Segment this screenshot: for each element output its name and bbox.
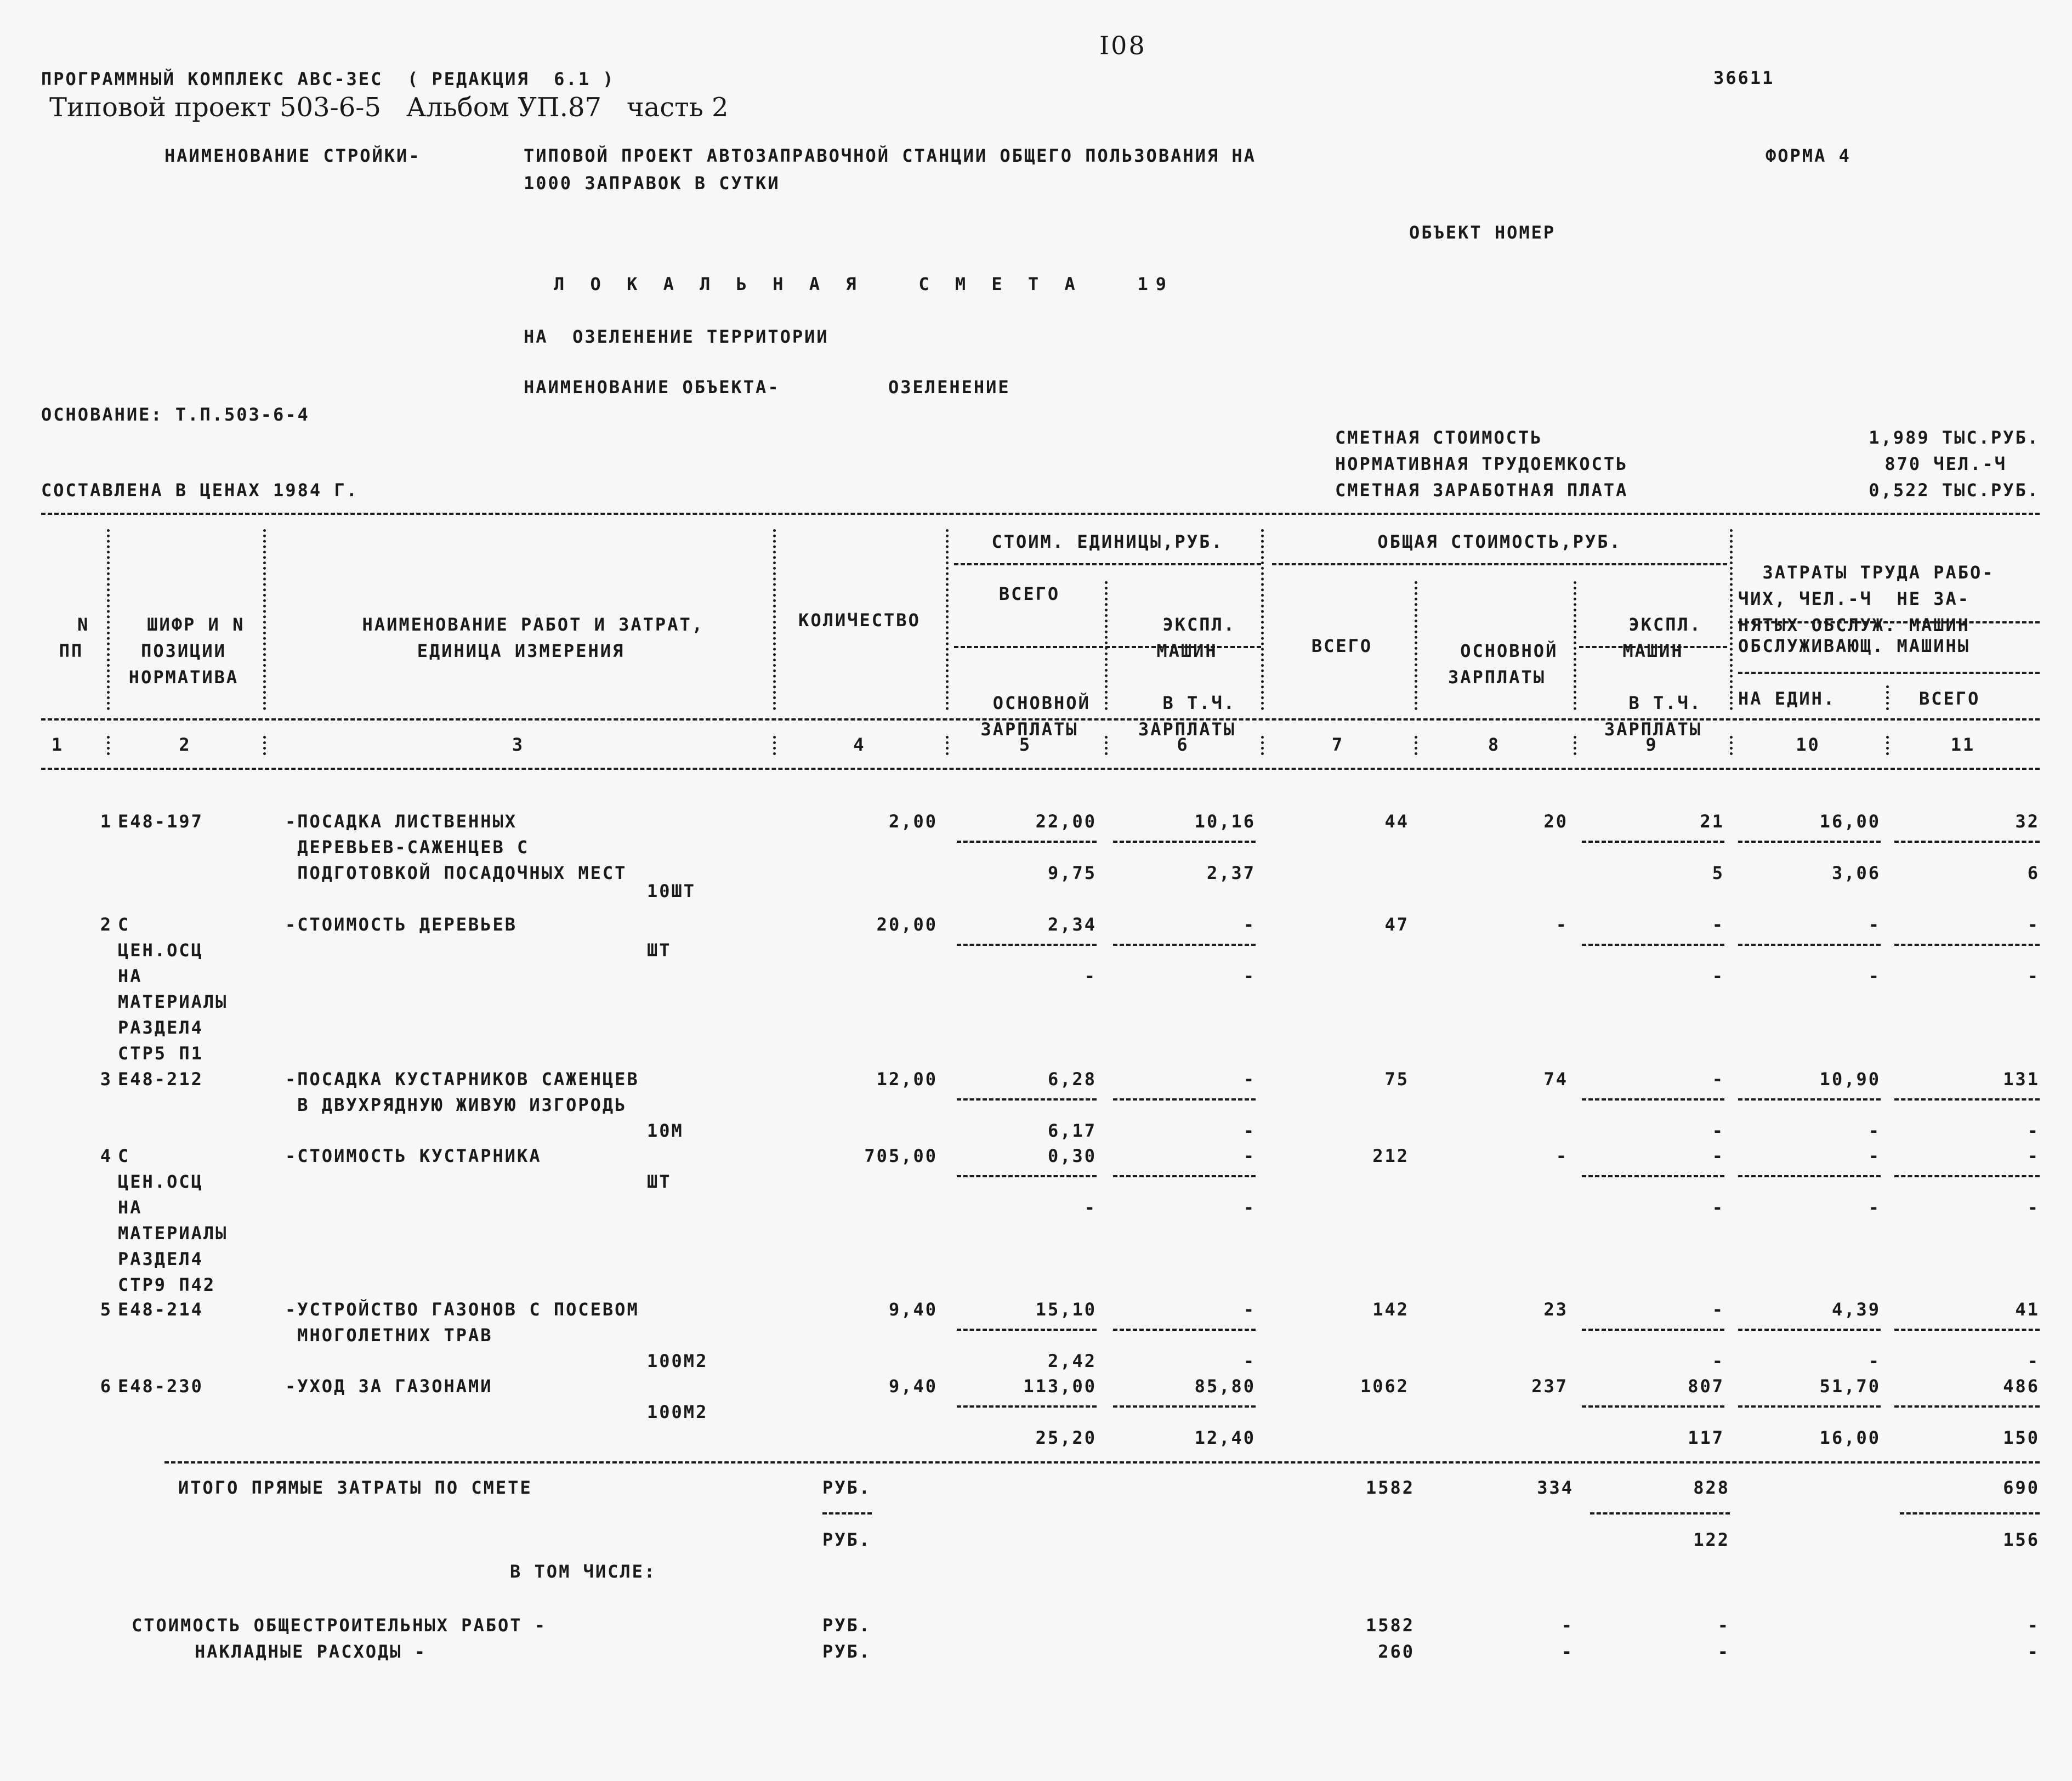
totals-c9b: 122 xyxy=(1693,1529,1730,1550)
row-c5: 6,28 xyxy=(1047,1069,1097,1090)
col-sep xyxy=(773,529,776,710)
colnum-rule xyxy=(41,768,2040,770)
col-sep xyxy=(946,736,949,755)
col-sep xyxy=(1574,736,1576,755)
row-c9b: - xyxy=(1712,1120,1724,1141)
row-c6: 85,80 xyxy=(1194,1376,1256,1397)
row-code: СТР5 П1 xyxy=(118,1043,203,1064)
row-c11b: 6 xyxy=(2027,863,2040,883)
row-c9b: - xyxy=(1712,966,1724,986)
row-unit: 10М xyxy=(647,1120,684,1141)
row-code: Е48-212 xyxy=(118,1069,203,1090)
doc-code: 36611 xyxy=(1713,67,1775,88)
row-c10: - xyxy=(1868,1145,1881,1166)
row-code: РАЗДЕЛ4 xyxy=(118,1249,203,1269)
row-c9b: - xyxy=(1712,1197,1724,1218)
totals-sub-rule-c11 xyxy=(1900,1512,2040,1515)
row-c5: 2,34 xyxy=(1047,914,1097,935)
header-total-wage: ОСНОВНОЙ ЗАРПЛАТЫ xyxy=(1447,640,1558,688)
breakdown-c8-overhead: - xyxy=(1561,1641,1574,1662)
row-c7: 142 xyxy=(1372,1299,1409,1320)
cell-divider-rule xyxy=(1894,1098,2040,1101)
col-sep xyxy=(1261,736,1264,755)
row-c11: 32 xyxy=(2015,811,2040,832)
row-c10b: - xyxy=(1868,1351,1881,1371)
col-sep xyxy=(1730,529,1733,710)
row-c10: 16,00 xyxy=(1819,811,1881,832)
col-sep xyxy=(946,529,949,710)
row-code: Е48-197 xyxy=(118,811,203,832)
totals-label: ИТОГО ПРЯМЫЕ ЗАТРАТЫ ПО СМЕТЕ xyxy=(178,1477,532,1498)
totals-sub-rule-unit xyxy=(822,1512,872,1515)
row-name: ДЕРЕВЬЕВ-САЖЕНЦЕВ С xyxy=(285,837,530,858)
row-c7: 44 xyxy=(1384,811,1409,832)
header-labor-total: ВСЕГО xyxy=(1919,688,1980,709)
row-code: ЦЕН.ОСЦ xyxy=(118,1171,203,1192)
row-c6b: - xyxy=(1243,1197,1256,1218)
colnum: 11 xyxy=(1950,734,1976,755)
cell-divider-rule xyxy=(1738,1098,1881,1101)
breakdown-c11-overhead: - xyxy=(2027,1641,2040,1662)
breakdown-c7-overhead: 260 xyxy=(1378,1641,1415,1662)
row-code: С xyxy=(118,1145,130,1166)
row-c10: 51,70 xyxy=(1819,1376,1881,1397)
row-c11b: - xyxy=(2027,1197,2040,1218)
row-c10b: 16,00 xyxy=(1819,1427,1881,1448)
header-total-mach: ЭКСПЛ. МАШИН xyxy=(1622,614,1702,661)
row-unit: ШТ xyxy=(647,940,672,961)
colnum: 1 xyxy=(51,734,64,755)
header-n: N ПП xyxy=(59,614,90,661)
summary-value-wage: 0,522 ТЫС.РУБ. xyxy=(1869,480,2040,501)
header-rule-unitcost-split xyxy=(954,646,1261,648)
row-c6b: 12,40 xyxy=(1194,1427,1256,1448)
row-number: 6 xyxy=(100,1376,112,1397)
row-c8: - xyxy=(1556,1145,1568,1166)
colnum: 10 xyxy=(1796,734,1820,755)
row-c11: 131 xyxy=(2003,1069,2040,1090)
summary-label-cost: СМЕТНАЯ СТОИМОСТЬ xyxy=(1335,427,1543,448)
object-number-label: ОБЪЕКТ НОМЕР xyxy=(1409,222,1556,243)
row-qty: 9,40 xyxy=(888,1376,938,1397)
stroika-text-2: 1000 ЗАПРАВОК В СУТКИ xyxy=(524,173,780,194)
totals-c9: 828 xyxy=(1693,1477,1730,1498)
row-c6: 10,16 xyxy=(1194,811,1256,832)
col-sep xyxy=(1886,736,1889,755)
cell-divider-rule xyxy=(957,944,1097,946)
colnum: 6 xyxy=(1177,734,1189,755)
row-c6: - xyxy=(1243,1145,1256,1166)
col-sep xyxy=(263,736,266,755)
header-qty: КОЛИЧЕСТВО xyxy=(798,610,921,631)
row-c10: - xyxy=(1868,914,1881,935)
breakdown-c11-works: - xyxy=(2027,1615,2040,1636)
totals-c7: 1582 xyxy=(1365,1477,1415,1498)
row-c11b: - xyxy=(2027,966,2040,986)
cell-divider-rule xyxy=(1738,944,1881,946)
totals-sub-rule-c9 xyxy=(1590,1512,1730,1515)
row-name: -ПОСАДКА ЛИСТВЕННЫХ xyxy=(285,811,518,832)
cell-divider-rule xyxy=(1582,944,1724,946)
row-c6b: 2,37 xyxy=(1206,863,1256,883)
colnum: 9 xyxy=(1645,734,1658,755)
row-c5: 0,30 xyxy=(1047,1145,1097,1166)
colnum: 2 xyxy=(179,734,191,755)
col-sep xyxy=(1886,685,1889,710)
colnum: 4 xyxy=(853,734,866,755)
colnum: 7 xyxy=(1331,734,1344,755)
row-number: 5 xyxy=(100,1299,112,1320)
stroika-text-1: ТИПОВОЙ ПРОЕКТ АВТОЗАПРАВОЧНОЙ СТАНЦИИ ОБЩЕГО ПОЛЬЗОВАНИЯ НА xyxy=(524,145,1256,166)
row-qty: 2,00 xyxy=(888,811,938,832)
header-rule-labor-2 xyxy=(1738,672,2040,674)
cell-divider-rule xyxy=(1894,1329,2040,1331)
handwritten-header: Типовой проект 503-6-5 Альбом УП.87 часть 2 xyxy=(49,92,729,123)
col-sep xyxy=(1261,529,1264,710)
header-labor-service: ОБСЛУЖИВАЮЩ. МАШИНЫ xyxy=(1738,636,1971,656)
summary-label-wage: СМЕТНАЯ ЗАРАБОТНАЯ ПЛАТА xyxy=(1335,480,1628,501)
row-code: ЦЕН.ОСЦ xyxy=(118,940,203,961)
totals-unit-b: РУБ. xyxy=(822,1529,872,1550)
header-total-mach-wage: В Т.Ч. ЗАРПЛАТЫ xyxy=(1604,693,1702,740)
row-c5b: 2,42 xyxy=(1047,1351,1097,1371)
row-c5: 22,00 xyxy=(1035,811,1097,832)
row-c6b: - xyxy=(1243,966,1256,986)
header-unit-mach: ЭКСПЛ. МАШИН xyxy=(1156,614,1236,661)
object-name-label: НАИМЕНОВАНИЕ ОБЪЕКТА- xyxy=(524,377,780,398)
row-c6: - xyxy=(1243,1069,1256,1090)
row-name: МНОГОЛЕТНИХ ТРАВ xyxy=(285,1325,493,1346)
totals-rule xyxy=(164,1461,2040,1464)
cell-divider-rule xyxy=(957,1329,1097,1331)
cell-divider-rule xyxy=(1113,1329,1256,1331)
cell-divider-rule xyxy=(1582,1175,1724,1177)
row-number: 4 xyxy=(100,1145,112,1166)
row-name: -ПОСАДКА КУСТАРНИКОВ САЖЕНЦЕВ xyxy=(285,1069,639,1090)
row-c7: 47 xyxy=(1384,914,1409,935)
totals-unit: РУБ. xyxy=(822,1477,872,1498)
cell-divider-rule xyxy=(1113,1405,1256,1408)
row-name: ПОДГОТОВКОЙ ПОСАДОЧНЫХ МЕСТ xyxy=(285,863,627,883)
cell-divider-rule xyxy=(1738,1405,1881,1408)
row-code: Е48-230 xyxy=(118,1376,203,1397)
program-line: ПРОГРАММНЫЙ КОМПЛЕКС АВС-3ЕС ( РЕДАКЦИЯ 6.1 ) xyxy=(41,69,615,89)
col-sep xyxy=(773,736,776,755)
row-qty: 12,00 xyxy=(876,1069,938,1090)
row-code: НА xyxy=(118,1197,143,1218)
cell-divider-rule xyxy=(957,1175,1097,1177)
row-c11: - xyxy=(2027,914,2040,935)
row-c5b: 6,17 xyxy=(1047,1120,1097,1141)
colnum: 8 xyxy=(1488,734,1501,755)
col-sep xyxy=(1574,581,1576,710)
row-c9b: - xyxy=(1712,1351,1724,1371)
breakdown-c9-works: - xyxy=(1717,1615,1730,1636)
header-total-all: ВСЕГО xyxy=(1311,636,1373,656)
totals-c11b: 156 xyxy=(2003,1529,2040,1550)
row-c11: 41 xyxy=(2015,1299,2040,1320)
stroika-label: НАИМЕНОВАНИЕ СТРОЙКИ- xyxy=(164,145,421,166)
cell-divider-rule xyxy=(1738,1329,1881,1331)
breakdown-c9-overhead: - xyxy=(1717,1641,1730,1662)
row-c9: - xyxy=(1712,1299,1724,1320)
basis: ОСНОВАНИЕ: Т.П.503-6-4 xyxy=(41,404,310,425)
row-c10b: - xyxy=(1868,966,1881,986)
totals-c11: 690 xyxy=(2003,1477,2040,1498)
header-rule-labor-1 xyxy=(1738,621,2040,623)
breakdown-unit-works: РУБ. xyxy=(822,1615,872,1636)
header-unit-cost-group: СТОИМ. ЕДИНИЦЫ,РУБ. xyxy=(991,531,1224,552)
cell-divider-rule xyxy=(957,841,1097,843)
prices-year: СОСТАВЛЕНА В ЦЕНАХ 1984 Г. xyxy=(41,480,359,501)
col-sep xyxy=(1105,581,1108,710)
row-code: РАЗДЕЛ4 xyxy=(118,1017,203,1038)
row-c11b: - xyxy=(2027,1351,2040,1371)
row-c7: 1062 xyxy=(1360,1376,1409,1397)
row-code: Е48-214 xyxy=(118,1299,203,1320)
cell-divider-rule xyxy=(957,1098,1097,1101)
cell-divider-rule xyxy=(1582,841,1724,843)
row-c10b: 3,06 xyxy=(1831,863,1881,883)
row-c10: 4,39 xyxy=(1831,1299,1881,1320)
row-c11b: 150 xyxy=(2003,1427,2040,1448)
row-c5b: - xyxy=(1084,1197,1097,1218)
row-number: 2 xyxy=(100,914,112,935)
row-c5b: - xyxy=(1084,966,1097,986)
row-c9: - xyxy=(1712,1069,1724,1090)
header-rule-top xyxy=(41,513,2040,515)
totals-c8: 334 xyxy=(1537,1477,1574,1498)
cell-divider-rule xyxy=(1113,1098,1256,1101)
cell-divider-rule xyxy=(1894,944,2040,946)
breakdown-c8-works: - xyxy=(1561,1615,1574,1636)
col-sep xyxy=(107,529,110,710)
form-label: ФОРМА 4 xyxy=(1766,145,1851,166)
object-name: ОЗЕЛЕНЕНИЕ xyxy=(888,377,1011,398)
summary-value-labor: 870 ЧЕЛ.-Ч xyxy=(1884,453,2007,474)
estimate-subject: НА ОЗЕЛЕНЕНИЕ ТЕРРИТОРИИ xyxy=(524,326,829,347)
cell-divider-rule xyxy=(1582,1405,1724,1408)
row-c9: 807 xyxy=(1688,1376,1724,1397)
row-c10b: - xyxy=(1868,1197,1881,1218)
header-total-group: ОБЩАЯ СТОИМОСТЬ,РУБ. xyxy=(1377,531,1622,552)
row-c9b: 117 xyxy=(1688,1427,1724,1448)
col-sep xyxy=(1415,581,1417,710)
row-name: В ДВУХРЯДНУЮ ЖИВУЮ ИЗГОРОДЬ xyxy=(285,1094,627,1115)
row-code: С xyxy=(118,914,130,935)
row-c11: 486 xyxy=(2003,1376,2040,1397)
row-code: СТР9 П42 xyxy=(118,1274,216,1295)
col-sep xyxy=(1105,736,1108,755)
row-c7: 75 xyxy=(1384,1069,1409,1090)
cell-divider-rule xyxy=(1738,841,1881,843)
including-label: В ТОМ ЧИСЛЕ: xyxy=(510,1561,657,1582)
row-c8: 237 xyxy=(1531,1376,1568,1397)
row-c7: 212 xyxy=(1372,1145,1409,1166)
row-c5b: 9,75 xyxy=(1047,863,1097,883)
cell-divider-rule xyxy=(1582,1098,1724,1101)
row-c8: 74 xyxy=(1543,1069,1568,1090)
row-c5: 113,00 xyxy=(1023,1376,1097,1397)
row-unit: 10ШТ xyxy=(647,881,696,901)
header-name: НАИМЕНОВАНИЕ РАБОТ И ЗАТРАТ, ЕДИНИЦА ИЗМЕРЕНИЯ xyxy=(362,614,704,661)
header-labor-group: ЗАТРАТЫ ТРУДА РАБО- ЧИХ, ЧЕЛ.-Ч НЕ ЗА- НЯТЫХ ОБСЛУЖ. МАШИН xyxy=(1738,562,1995,636)
row-c10b: - xyxy=(1868,1120,1881,1141)
header-unit-wage: ОСНОВНОЙ ЗАРПЛАТЫ xyxy=(980,693,1091,740)
breakdown-label-overhead: НАКЛАДНЫЕ РАСХОДЫ - xyxy=(195,1641,427,1662)
cell-divider-rule xyxy=(1113,944,1256,946)
colnum: 5 xyxy=(1019,734,1032,755)
row-qty: 9,40 xyxy=(888,1299,938,1320)
row-number: 1 xyxy=(100,811,112,832)
breakdown-label-works: СТОИМОСТЬ ОБЩЕСТРОИТЕЛЬНЫХ РАБОТ - xyxy=(132,1615,547,1636)
row-unit: 100М2 xyxy=(647,1351,708,1371)
row-c8: - xyxy=(1556,914,1568,935)
cell-divider-rule xyxy=(1113,1175,1256,1177)
cell-divider-rule xyxy=(1582,1329,1724,1331)
colnum: 3 xyxy=(512,734,525,755)
row-name: -УХОД ЗА ГАЗОНАМИ xyxy=(285,1376,493,1397)
row-name: -СТОИМОСТЬ КУСТАРНИКА xyxy=(285,1145,542,1166)
row-name: -СТОИМОСТЬ ДЕРЕВЬЕВ xyxy=(285,914,518,935)
header-labor-per-unit: НА ЕДИН. xyxy=(1738,688,1836,709)
row-c9: - xyxy=(1712,1145,1724,1166)
col-sep xyxy=(263,529,266,710)
row-c5: 15,10 xyxy=(1035,1299,1097,1320)
row-c8: 23 xyxy=(1543,1299,1568,1320)
row-unit: 100М2 xyxy=(647,1402,708,1422)
row-c9b: 5 xyxy=(1712,863,1724,883)
cell-divider-rule xyxy=(1894,1405,2040,1408)
row-number: 3 xyxy=(100,1069,112,1090)
col-sep xyxy=(1415,736,1417,755)
row-code: МАТЕРИАЛЫ xyxy=(118,1223,228,1244)
row-qty: 705,00 xyxy=(864,1145,938,1166)
summary-value-cost: 1,989 ТЫС.РУБ. xyxy=(1869,427,2040,448)
row-c5b: 25,20 xyxy=(1035,1427,1097,1448)
row-c11: - xyxy=(2027,1145,2040,1166)
header-code: ШИФР И N ПОЗИЦИИ НОРМАТИВА xyxy=(128,614,245,688)
header-unit-mach-wage: В Т.Ч. ЗАРПЛАТЫ xyxy=(1138,693,1236,740)
col-sep xyxy=(107,736,110,755)
header-rule-bottom xyxy=(41,718,2040,721)
row-c9: 21 xyxy=(1700,811,1724,832)
header-rule-unitcost xyxy=(954,563,1261,565)
breakdown-c7-works: 1582 xyxy=(1365,1615,1415,1636)
breakdown-unit-overhead: РУБ. xyxy=(822,1641,872,1662)
row-c6b: - xyxy=(1243,1120,1256,1141)
row-c11b: - xyxy=(2027,1120,2040,1141)
cell-divider-rule xyxy=(1738,1175,1881,1177)
row-code: НА xyxy=(118,966,143,986)
cell-divider-rule xyxy=(1894,841,2040,843)
row-c10: 10,90 xyxy=(1819,1069,1881,1090)
cell-divider-rule xyxy=(1113,841,1256,843)
cell-divider-rule xyxy=(957,1405,1097,1408)
cell-divider-rule xyxy=(1894,1175,2040,1177)
page-number: I08 xyxy=(1099,31,1146,60)
row-unit: ШТ xyxy=(647,1171,672,1192)
estimate-title: Л О К А Л Ь Н А Я С М Е Т А 19 xyxy=(554,274,1174,294)
header-unit-total: ВСЕГО xyxy=(998,583,1060,604)
header-rule-total xyxy=(1272,563,1727,565)
header-rule-totalmach-split xyxy=(1579,646,1727,648)
row-c6: - xyxy=(1243,1299,1256,1320)
row-qty: 20,00 xyxy=(876,914,938,935)
row-code: МАТЕРИАЛЫ xyxy=(118,991,228,1012)
row-c6b: - xyxy=(1243,1351,1256,1371)
row-c6: - xyxy=(1243,914,1256,935)
row-c9: - xyxy=(1712,914,1724,935)
row-name: -УСТРОЙСТВО ГАЗОНОВ С ПОСЕВОМ xyxy=(285,1299,639,1320)
summary-label-labor: НОРМАТИВНАЯ ТРУДОЕМКОСТЬ xyxy=(1335,453,1628,474)
col-sep xyxy=(1730,736,1733,755)
row-c8: 20 xyxy=(1543,811,1568,832)
